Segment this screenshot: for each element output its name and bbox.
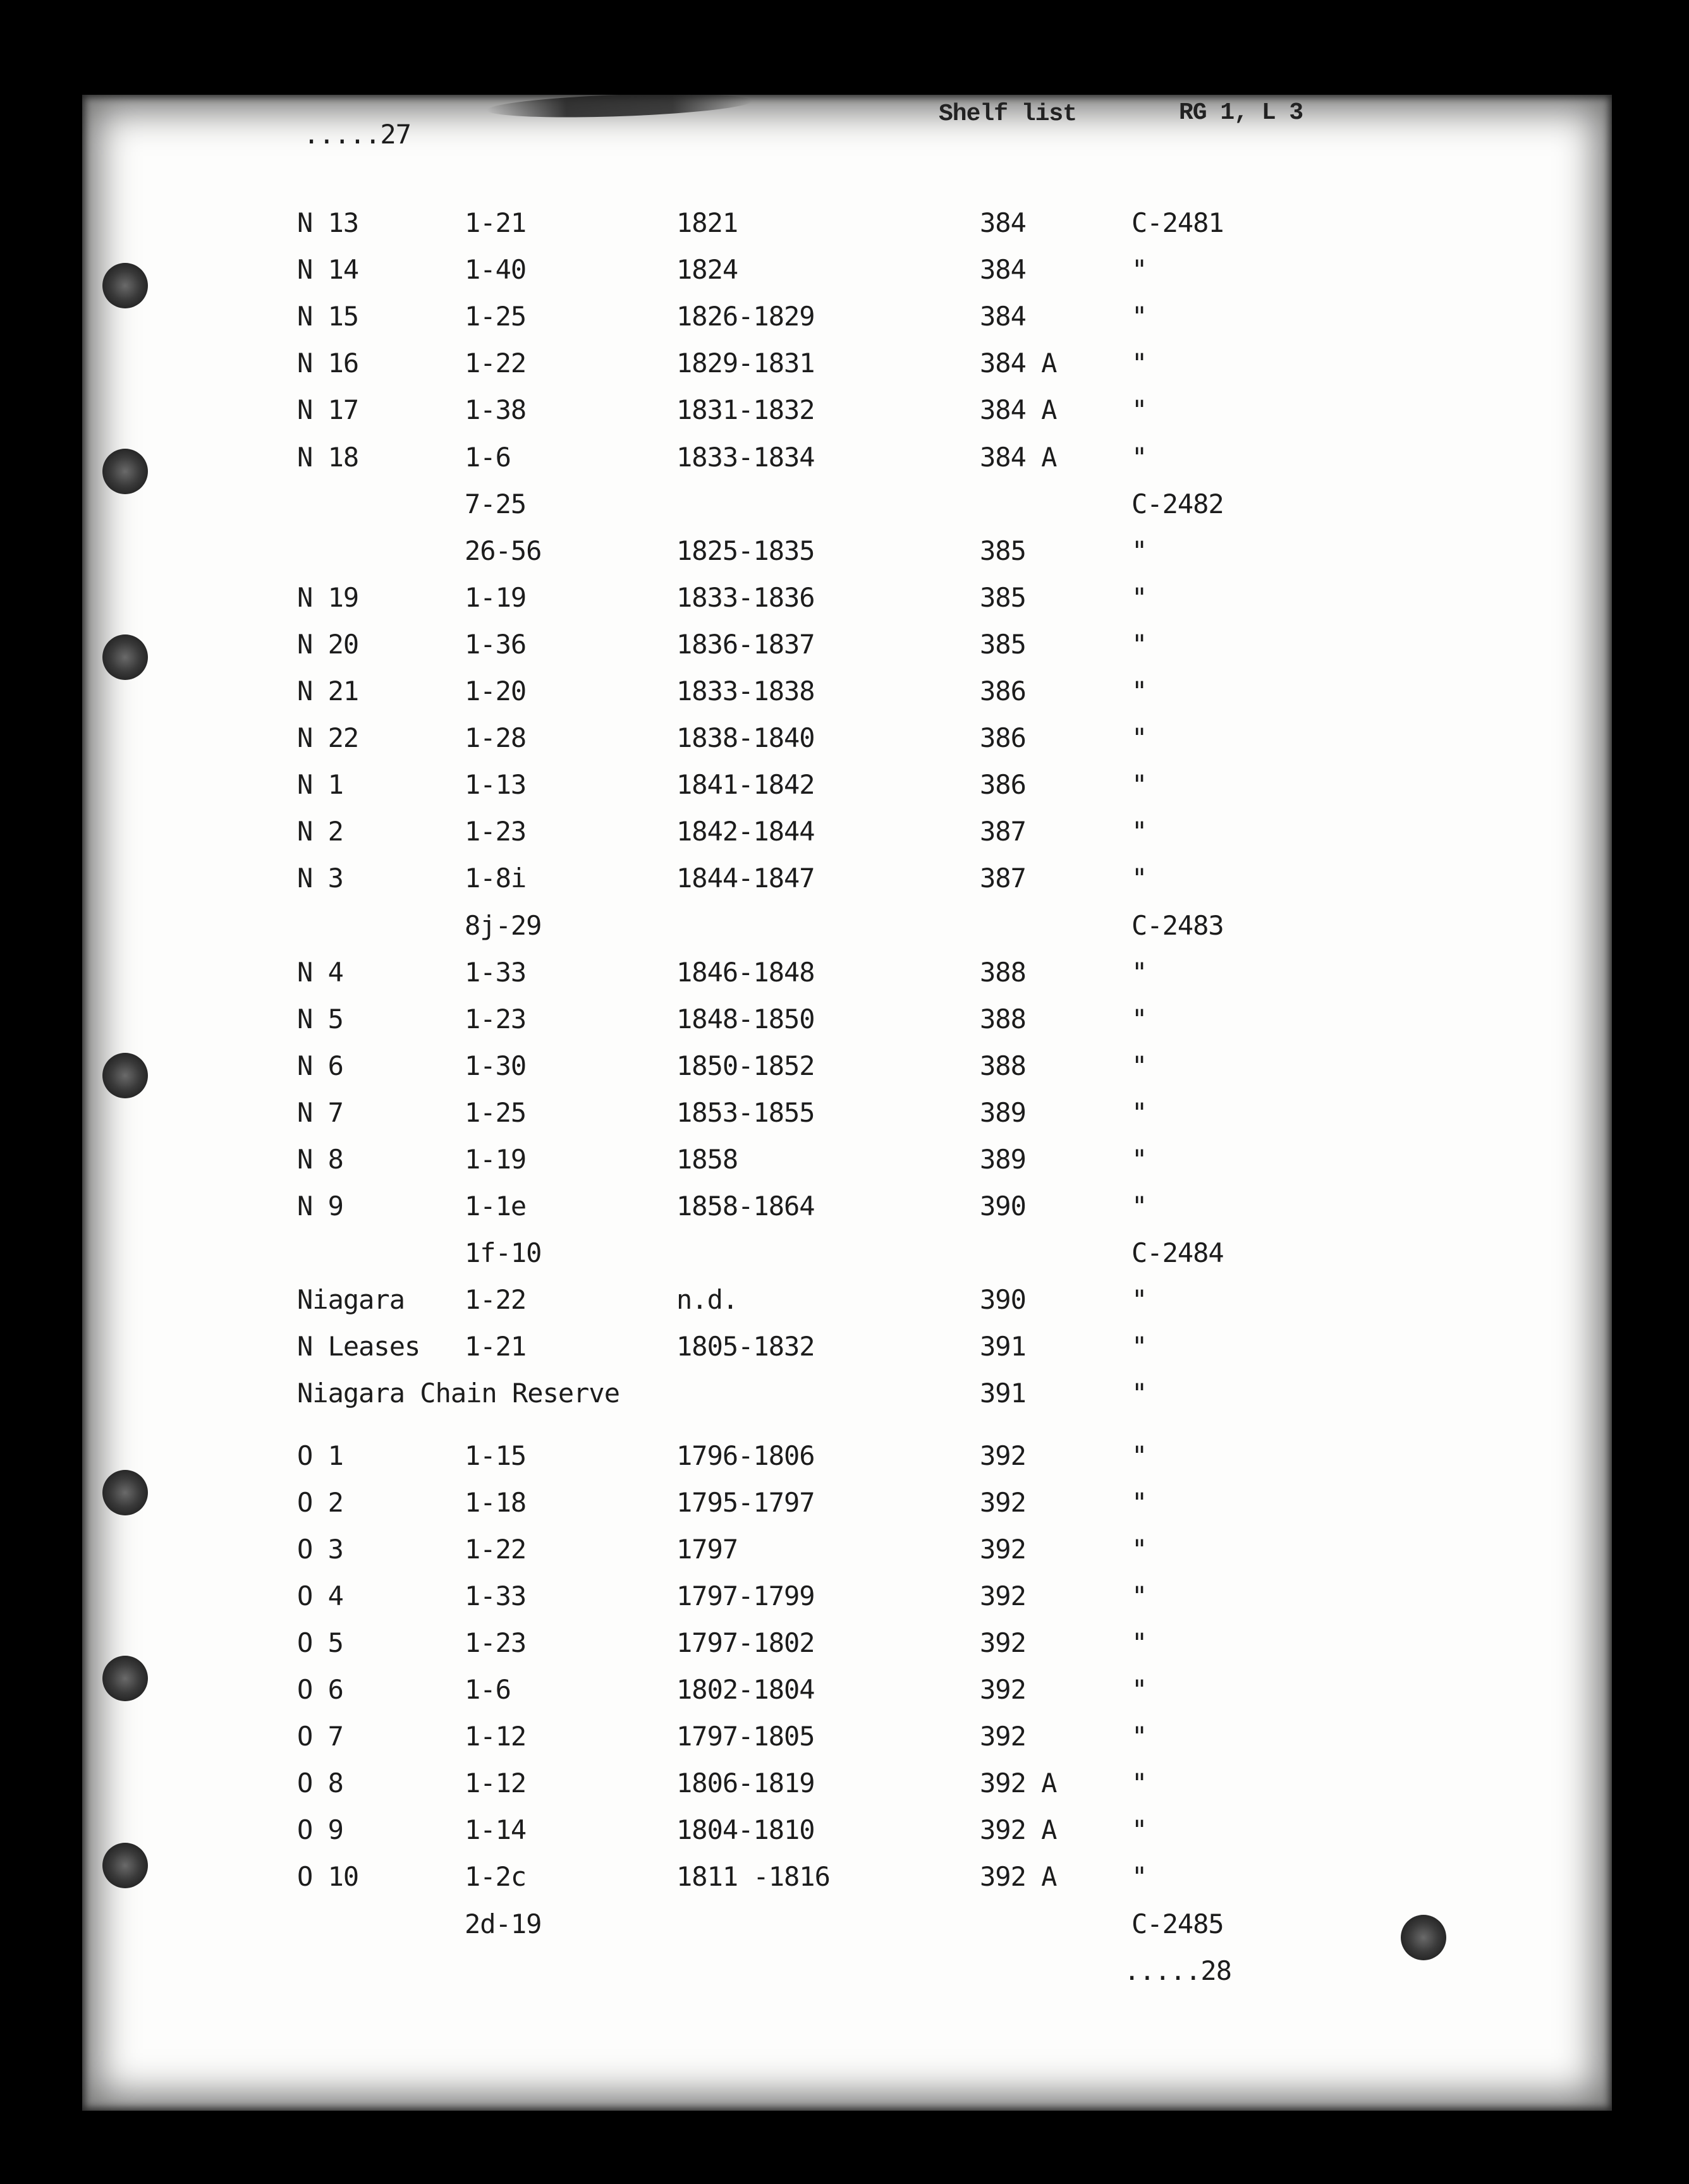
- row-identifier: O 8: [297, 1768, 343, 1799]
- row-identifier: N 9: [297, 1191, 343, 1222]
- volume-number: 385: [980, 535, 1026, 566]
- volume-number: 391: [980, 1378, 1026, 1409]
- item-range: 26-56: [465, 535, 542, 566]
- item-range: 2d-19: [465, 1908, 542, 1939]
- table-row: [82, 678, 1612, 716]
- item-range: 1-2c: [465, 1861, 527, 1892]
- microfilm-reel: C-2485: [1131, 1908, 1224, 1939]
- volume-number: 384 A: [980, 348, 1057, 379]
- row-identifier: O 1: [297, 1440, 343, 1471]
- volume-number: 392 A: [980, 1768, 1057, 1799]
- row-identifier: O 5: [297, 1627, 343, 1658]
- item-range: 1-15: [465, 1440, 527, 1471]
- item-range: 1-22: [465, 1284, 527, 1315]
- microfilm-reel: ": [1131, 1674, 1147, 1705]
- date-range: 1806-1819: [676, 1768, 815, 1799]
- row-identifier: O 4: [297, 1580, 343, 1611]
- table-row: [82, 1723, 1612, 1761]
- volume-number: 389: [980, 1097, 1026, 1128]
- item-range: 1-25: [465, 1097, 527, 1128]
- table-row: [82, 1580, 1612, 1621]
- table-row: [82, 1861, 1612, 1902]
- table-row: [82, 1489, 1612, 1527]
- item-range: 1-19: [465, 1144, 527, 1175]
- microfilm-reel: ": [1131, 769, 1147, 800]
- item-range: 1-22: [465, 348, 527, 379]
- table-row: [82, 1380, 1612, 1418]
- table-row: [82, 207, 1612, 248]
- next-page-marker: .....28: [1124, 1955, 1232, 1986]
- microfilm-reel: ": [1131, 957, 1147, 988]
- table-row: [82, 865, 1612, 903]
- volume-number: 387: [980, 863, 1026, 894]
- item-range: 1-13: [465, 769, 527, 800]
- microfilm-reel: ": [1131, 1861, 1147, 1892]
- row-identifier: Niagara: [297, 1284, 405, 1315]
- volume-number: 392: [980, 1580, 1026, 1611]
- volume-number: 392 A: [980, 1814, 1057, 1845]
- row-identifier: N 2: [297, 816, 343, 847]
- table-row: [82, 1674, 1612, 1714]
- row-identifier: N 5: [297, 1004, 343, 1034]
- microfilm-reel: ": [1131, 1440, 1147, 1471]
- row-identifier: O 3: [297, 1534, 343, 1565]
- row-identifier: N 15: [297, 301, 359, 332]
- item-range: 1-21: [465, 1331, 527, 1362]
- microfilm-reel: ": [1131, 582, 1147, 613]
- volume-number: 391: [980, 1331, 1026, 1362]
- date-range: 1833-1836: [676, 582, 815, 613]
- volume-number: 386: [980, 676, 1026, 707]
- date-range: 1804-1810: [676, 1814, 815, 1845]
- table-row: [82, 910, 1612, 950]
- record-group-reference: RG 1, L 3: [1179, 99, 1303, 126]
- table-row: [82, 1050, 1612, 1091]
- table-row: [82, 1627, 1612, 1668]
- date-range: 1829-1831: [676, 348, 815, 379]
- date-range: 1833-1834: [676, 442, 815, 473]
- table-row: [82, 818, 1612, 856]
- item-range: 1-25: [465, 301, 527, 332]
- item-range: 1-33: [465, 1580, 527, 1611]
- row-identifier: N 4: [297, 957, 343, 988]
- row-identifier: O 9: [297, 1814, 343, 1845]
- volume-number: 390: [980, 1191, 1026, 1222]
- item-range: 1-21: [465, 207, 527, 238]
- item-range: 1-33: [465, 957, 527, 988]
- date-range: 1848-1850: [676, 1004, 815, 1034]
- microfilm-reel: C-2484: [1131, 1237, 1224, 1268]
- date-range: 1838-1840: [676, 722, 815, 753]
- microfilm-reel: ": [1131, 442, 1147, 473]
- date-range: 1858: [676, 1144, 738, 1175]
- table-row: [82, 303, 1612, 341]
- volume-number: 392: [980, 1487, 1026, 1518]
- date-range: 1797-1802: [676, 1627, 815, 1658]
- microfilm-reel: ": [1131, 722, 1147, 753]
- volume-number: 392: [980, 1674, 1026, 1705]
- microfilm-reel: ": [1131, 394, 1147, 425]
- microfilm-reel: C-2483: [1131, 910, 1224, 941]
- microfilm-reel: ": [1131, 1814, 1147, 1845]
- volume-number: 390: [980, 1284, 1026, 1315]
- microfilm-reel: ": [1131, 629, 1147, 660]
- date-range: 1821: [676, 207, 738, 238]
- item-range: 1-36: [465, 629, 527, 660]
- microfilm-reel: ": [1131, 1627, 1147, 1658]
- item-range: 1-6: [465, 442, 511, 473]
- table-row: [82, 1908, 1612, 1949]
- item-range: 1-14: [465, 1814, 527, 1845]
- row-identifier: N Leases: [297, 1331, 420, 1362]
- table-row: [82, 1814, 1612, 1855]
- row-identifier: N 21: [297, 676, 359, 707]
- row-identifier: N 16: [297, 348, 359, 379]
- table-row: [82, 535, 1612, 576]
- volume-number: 389: [980, 1144, 1026, 1175]
- table-row: [82, 1440, 1612, 1481]
- volume-number: 392 A: [980, 1861, 1057, 1892]
- item-range: 1-12: [465, 1768, 527, 1799]
- table-row: [82, 1536, 1612, 1574]
- item-range: 1-30: [465, 1050, 527, 1081]
- volume-number: 392: [980, 1440, 1026, 1471]
- row-identifier: Niagara Chain Reserve: [297, 1378, 620, 1409]
- microfilm-reel: C-2481: [1131, 207, 1224, 238]
- item-range: 1-23: [465, 1627, 527, 1658]
- date-range: 1841-1842: [676, 769, 815, 800]
- microfilm-reel: ": [1131, 1768, 1147, 1799]
- date-range: 1836-1837: [676, 629, 815, 660]
- date-range: n.d.: [676, 1284, 738, 1315]
- table-row: [82, 394, 1612, 435]
- microfilm-reel: ": [1131, 1004, 1147, 1034]
- date-range: 1802-1804: [676, 1674, 815, 1705]
- date-range: 1853-1855: [676, 1097, 815, 1128]
- microfilm-reel: ": [1131, 1331, 1147, 1362]
- microfilm-reel: ": [1131, 816, 1147, 847]
- table-row: [82, 769, 1612, 810]
- table-row: [82, 350, 1612, 388]
- table-row: [82, 582, 1612, 622]
- row-identifier: N 22: [297, 722, 359, 753]
- item-range: 1-23: [465, 1004, 527, 1034]
- date-range: 1797-1805: [676, 1721, 815, 1752]
- item-range: 1-12: [465, 1721, 527, 1752]
- row-identifier: N 8: [297, 1144, 343, 1175]
- date-range: 1846-1848: [676, 957, 815, 988]
- microfilm-reel: ": [1131, 1378, 1147, 1409]
- date-range: 1831-1832: [676, 394, 815, 425]
- table-row: [82, 1770, 1612, 1808]
- table-row: [82, 444, 1612, 482]
- date-range: 1825-1835: [676, 535, 815, 566]
- row-identifier: N 20: [297, 629, 359, 660]
- volume-number: 387: [980, 816, 1026, 847]
- item-range: 1-1e: [465, 1191, 527, 1222]
- volume-number: 388: [980, 1004, 1026, 1034]
- volume-number: 385: [980, 629, 1026, 660]
- item-range: 1-18: [465, 1487, 527, 1518]
- row-identifier: N 14: [297, 254, 359, 285]
- item-range: 1-28: [465, 722, 527, 753]
- date-range: 1796-1806: [676, 1440, 815, 1471]
- row-identifier: O 7: [297, 1721, 343, 1752]
- microfilm-reel: C-2482: [1131, 488, 1224, 519]
- volume-number: 386: [980, 769, 1026, 800]
- microfilm-reel: ": [1131, 1191, 1147, 1222]
- table-row: [82, 1097, 1612, 1138]
- table-row: [82, 1146, 1612, 1184]
- microfilm-reel: ": [1131, 1487, 1147, 1518]
- microfilm-reel: ": [1131, 676, 1147, 707]
- microfilm-reel: ": [1131, 1097, 1147, 1128]
- item-range: 8j-29: [465, 910, 542, 941]
- item-range: 1-23: [465, 816, 527, 847]
- row-identifier: O 6: [297, 1674, 343, 1705]
- item-range: 1-20: [465, 676, 527, 707]
- row-identifier: N 13: [297, 207, 359, 238]
- ink-smudge: [487, 95, 753, 121]
- date-range: 1842-1844: [676, 816, 815, 847]
- date-range: 1858-1864: [676, 1191, 815, 1222]
- volume-number: 388: [980, 1050, 1026, 1081]
- table-row: [82, 1333, 1612, 1371]
- volume-number: 384: [980, 301, 1026, 332]
- row-identifier: N 3: [297, 863, 343, 894]
- volume-number: 384 A: [980, 394, 1057, 425]
- microfilm-reel: ": [1131, 1721, 1147, 1752]
- volume-number: 392: [980, 1534, 1026, 1565]
- date-range: 1824: [676, 254, 738, 285]
- row-identifier: N 6: [297, 1050, 343, 1081]
- table-row: [82, 1006, 1612, 1044]
- item-range: 1-38: [465, 394, 527, 425]
- microfilm-reel: ": [1131, 863, 1147, 894]
- date-range: 1826-1829: [676, 301, 815, 332]
- volume-number: 384 A: [980, 442, 1057, 473]
- date-range: 1797-1799: [676, 1580, 815, 1611]
- document-page: [82, 95, 1612, 2111]
- item-range: 1-40: [465, 254, 527, 285]
- microfilm-reel: ": [1131, 301, 1147, 332]
- item-range: 1-6: [465, 1674, 511, 1705]
- microfilm-reel: ": [1131, 1050, 1147, 1081]
- document-title: Shelf list: [939, 100, 1077, 128]
- date-range: 1795-1797: [676, 1487, 815, 1518]
- item-range: 7-25: [465, 488, 527, 519]
- item-range: 1f-10: [465, 1237, 542, 1268]
- date-range: 1811 -1816: [676, 1861, 830, 1892]
- table-row: [82, 959, 1612, 997]
- table-row: [82, 631, 1612, 669]
- row-identifier: O 10: [297, 1861, 359, 1892]
- microfilm-reel: ": [1131, 535, 1147, 566]
- volume-number: 384: [980, 207, 1026, 238]
- previous-page-marker: .....27: [303, 119, 412, 150]
- microfilm-reel: ": [1131, 1144, 1147, 1175]
- row-identifier: N 19: [297, 582, 359, 613]
- row-identifier: O 2: [297, 1487, 343, 1518]
- volume-number: 388: [980, 957, 1026, 988]
- row-identifier: N 17: [297, 394, 359, 425]
- item-range: 1-19: [465, 582, 527, 613]
- microfilm-reel: ": [1131, 348, 1147, 379]
- date-range: 1844-1847: [676, 863, 815, 894]
- row-identifier: N 7: [297, 1097, 343, 1128]
- item-range: 1-8i: [465, 863, 527, 894]
- volume-number: 384: [980, 254, 1026, 285]
- date-range: 1833-1838: [676, 676, 815, 707]
- microfilm-reel: ": [1131, 1580, 1147, 1611]
- microfilm-reel: ": [1131, 1534, 1147, 1565]
- table-row: [82, 1193, 1612, 1231]
- table-row: [82, 254, 1612, 294]
- microfilm-reel: ": [1131, 1284, 1147, 1315]
- volume-number: 385: [980, 582, 1026, 613]
- row-identifier: N 1: [297, 769, 343, 800]
- date-range: 1805-1832: [676, 1331, 815, 1362]
- table-row: [82, 1284, 1612, 1325]
- microfilm-reel: ": [1131, 254, 1147, 285]
- volume-number: 386: [980, 722, 1026, 753]
- volume-number: 392: [980, 1721, 1026, 1752]
- date-range: 1850-1852: [676, 1050, 815, 1081]
- table-row: [82, 488, 1612, 529]
- date-range: 1797: [676, 1534, 738, 1565]
- item-range: 1-22: [465, 1534, 527, 1565]
- table-row: [82, 1237, 1612, 1278]
- row-identifier: N 18: [297, 442, 359, 473]
- volume-number: 392: [980, 1627, 1026, 1658]
- table-row: [82, 722, 1612, 763]
